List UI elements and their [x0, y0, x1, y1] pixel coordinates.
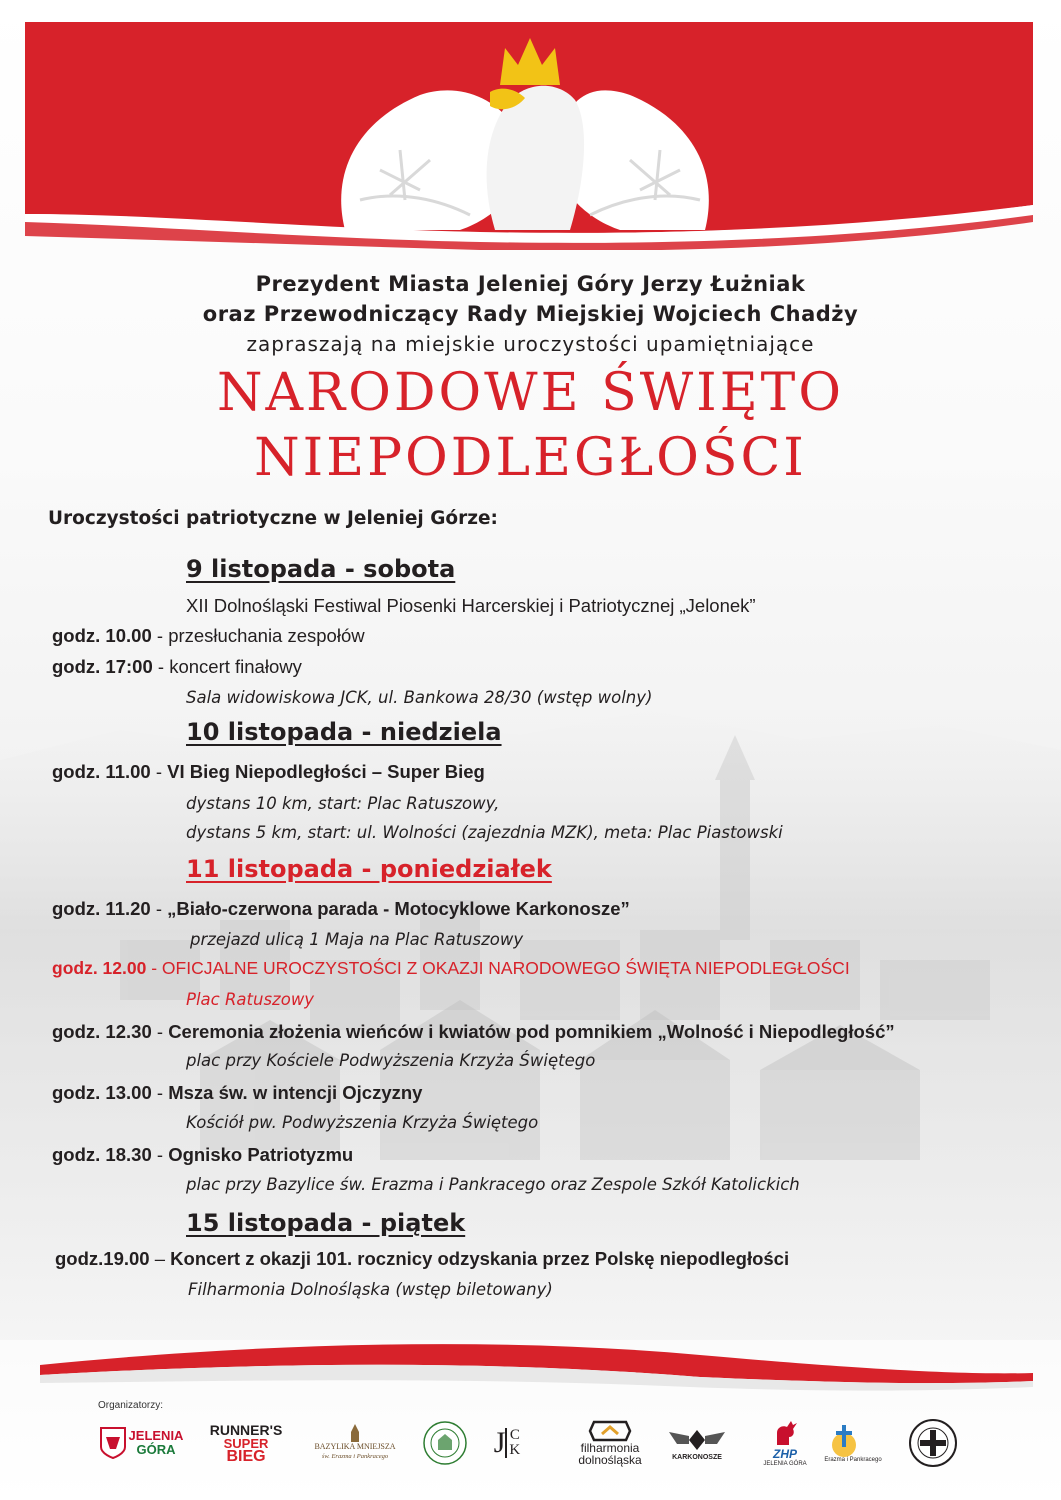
- day-heading: 9 listopada - sobota: [186, 555, 456, 583]
- header-banner: [0, 0, 1061, 250]
- event-time: godz. 13.00: [52, 1082, 152, 1103]
- event-dash: -: [150, 898, 168, 919]
- event-row: [52, 625, 365, 647]
- logo-text: BIEG: [226, 1447, 266, 1465]
- organizers-label: Organizatorzy:: [98, 1400, 164, 1411]
- event-time: godz. 11.00: [52, 761, 151, 782]
- cross-emblem-icon: [908, 1418, 958, 1468]
- event-dash: -: [150, 761, 168, 782]
- event-dash: -: [151, 1144, 169, 1165]
- event-row: [52, 958, 850, 979]
- event-location: dystans 5 km, start: ul. Wolności (zajezdnia MZK), meta: Plac Piastowski: [186, 823, 783, 842]
- event-row: [52, 1144, 353, 1166]
- logo-text: C: [509, 1427, 520, 1443]
- event-time: godz. 17:00: [52, 656, 153, 677]
- logo-text: GÓRA: [136, 1442, 176, 1457]
- event-location: plac przy Bazylice św. Erazma i Pankracego oraz Zespole Szkół Katolickich: [186, 1175, 800, 1194]
- event-row: [52, 656, 302, 678]
- event-dash: -: [151, 1021, 169, 1042]
- event-name: Msza św. w intencji Ojczyzny: [168, 1082, 423, 1103]
- logo-text: św. Erazma i Pankracego: [321, 1453, 389, 1460]
- event-name: OFICJALNE UROCZYSTOŚCI Z OKAZJI NARODOWEGO ŚWIĘTA NIEPODLEGŁOŚCI: [161, 958, 850, 978]
- main-title-line-1: NARODOWE ŚWIĘTO: [217, 363, 844, 423]
- footer-ribbon: [0, 1325, 1061, 1395]
- jelenia-gora-logo: [94, 1418, 189, 1468]
- day-heading: 15 listopada - piątek: [186, 1209, 466, 1237]
- event-row: [52, 898, 630, 920]
- city-background-image: [0, 640, 1061, 1340]
- logo-text: BAZYLIKA MNIEJSZA: [314, 1442, 396, 1451]
- event-name: Ognisko Patriotyzmu: [168, 1144, 354, 1165]
- header-line-2: oraz Przewodniczący Rady Miejskiej Wojciech Chadży: [202, 302, 859, 326]
- event-name: przesłuchania zespołów: [168, 625, 365, 646]
- logo-text: J: [493, 1426, 506, 1459]
- wings-icon: [667, 1426, 727, 1454]
- school-emblem-logo: [420, 1418, 470, 1468]
- event-row: [52, 761, 485, 783]
- logo-text: RUNNER'S: [209, 1421, 283, 1438]
- event-location: plac przy Kościele Podwyższenia Krzyża Świętego: [186, 1051, 596, 1070]
- logo-text: K: [509, 1442, 521, 1458]
- event-time: godz. 18.30: [52, 1144, 152, 1165]
- event-location: Filharmonia Dolnośląska (wstęp biletowany): [188, 1280, 553, 1299]
- church-icon: [345, 1424, 365, 1442]
- header-line-3: zapraszają na miejskie uroczystości upamiętniające: [246, 332, 815, 356]
- event-time: godz. 12.30: [52, 1021, 152, 1042]
- event-dash: -: [146, 958, 162, 978]
- runners-super-bieg-logo: [203, 1418, 289, 1468]
- event-dash: -: [151, 1082, 169, 1103]
- logo-text: JELENIA GÓRA: [763, 1461, 807, 1467]
- event-row: [55, 1248, 789, 1270]
- event-time: godz.19.00: [55, 1248, 150, 1269]
- event-name: koncert finałowy: [169, 656, 302, 677]
- day-heading: 11 listopada - poniedziałek: [186, 855, 552, 883]
- day-heading: 10 listopada - niedziela: [186, 718, 502, 746]
- event-name: Koncert z okazji 101. rocznicy odzyskania przez Polskę niepodległości: [170, 1248, 790, 1269]
- filharmonia-icon: [588, 1420, 632, 1442]
- event-row: [52, 1021, 895, 1043]
- emblem-icon: [422, 1420, 468, 1466]
- header-line-1: Prezydent Miasta Jeleniej Góry Jerzy Łużniak: [255, 272, 806, 296]
- cross-sunrise-icon: [824, 1423, 864, 1457]
- event-name: VI Bieg Niepodległości – Super Bieg: [167, 761, 485, 782]
- event-location: przejazd ulicą 1 Maja na Plac Ratuszowy: [190, 930, 524, 949]
- festival-title: XII Dolnośląski Festiwal Piosenki Harcerskiej i Patriotycznej „Jelonek”: [186, 595, 756, 616]
- catholic-school-logo: [820, 1418, 886, 1468]
- logo-text: KARKONOSZE: [672, 1453, 722, 1461]
- event-time: godz. 11.20: [52, 898, 151, 919]
- event-name: „Biało-czerwona parada - Motocyklowe Karkonosze”: [167, 898, 630, 919]
- event-time: godz. 10.00: [52, 625, 152, 646]
- patriotic-association-logo: [905, 1418, 961, 1468]
- event-location: Sala widowiskowa JCK, ul. Bankowa 28/30 (wstęp wolny): [186, 688, 653, 707]
- main-title-line-2: NIEPODLEGŁOŚCI: [254, 428, 807, 488]
- event-row: [52, 1082, 422, 1104]
- logo-text: JELENIA: [128, 1428, 184, 1443]
- event-name: Ceremonia złożenia wieńców i kwiatów pod pomnikiem „Wolność i Niepodległość”: [168, 1021, 895, 1042]
- coat-of-arms-icon: [100, 1427, 126, 1459]
- logo-text: SUPER: [223, 1435, 269, 1451]
- event-location: Kościół pw. Podwyższenia Krzyża Świętego: [186, 1113, 539, 1132]
- bazylika-logo: [305, 1418, 405, 1468]
- event-dash: –: [149, 1248, 171, 1269]
- event-time: godz. 12.00: [52, 958, 147, 978]
- filharmonia-logo: [570, 1418, 650, 1468]
- karkonosze-logo: [662, 1418, 732, 1468]
- jck-logo: [487, 1418, 527, 1468]
- zhp-logo: [760, 1418, 810, 1468]
- event-dash: -: [151, 625, 169, 646]
- logo-text: filharmonia: [580, 1441, 640, 1455]
- intro-text: Uroczystości patriotyczne w Jeleniej Górze:: [48, 508, 498, 529]
- event-dash: -: [152, 656, 170, 677]
- logo-text: dolnośląska: [578, 1453, 642, 1467]
- logo-text: Erazma i Pankracego: [824, 1457, 882, 1463]
- event-location: Plac Ratuszowy: [186, 990, 315, 1009]
- logo-text: ZHP: [772, 1447, 797, 1461]
- deer-icon: [763, 1419, 801, 1447]
- event-location: dystans 10 km, start: Plac Ratuszowy,: [186, 794, 500, 813]
